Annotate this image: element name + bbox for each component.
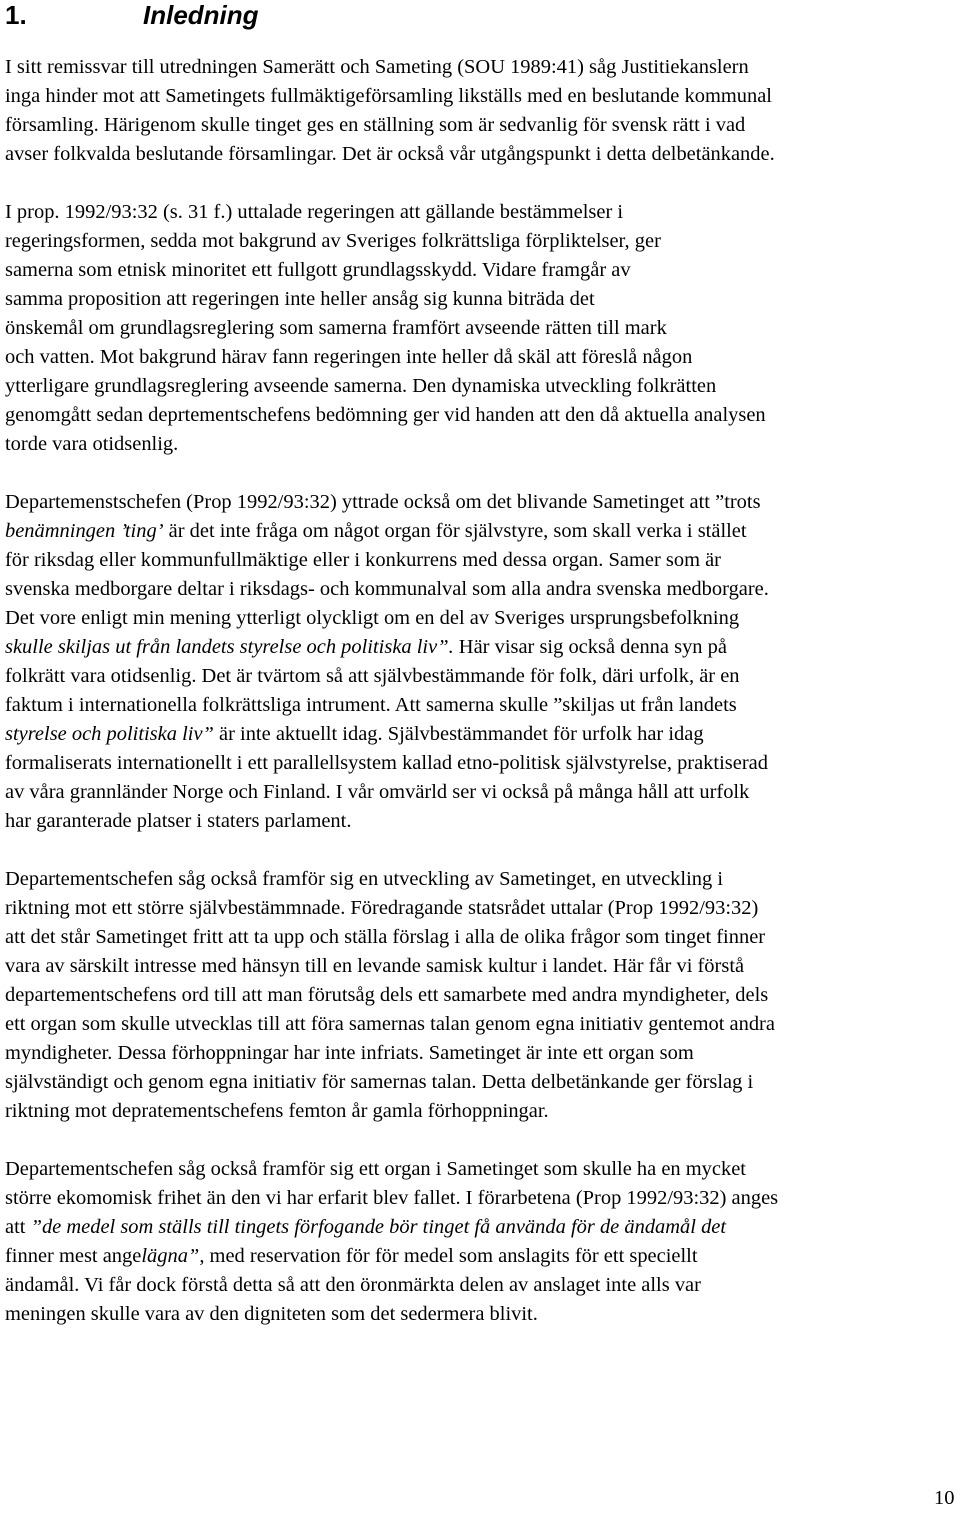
text-segment: riktning mot ett större självbestämmnade. Föredragande statsrådet uttalar (Prop 1992/93:32)	[5, 897, 759, 919]
text-line	[5, 1039, 955, 1068]
text-line	[5, 981, 955, 1010]
text-segment: myndigheter. Dessa förhoppningar har inte infriats. Sametinget är inte ett organ som	[5, 1042, 694, 1064]
text-line	[5, 633, 955, 662]
italic-text: benämningen ’ting’	[5, 520, 164, 542]
text-line	[5, 372, 955, 401]
text-segment: svenska medborgare deltar i riksdags- och kommunalval som alla andra svenska medborgare.	[5, 578, 769, 600]
text-line	[5, 198, 955, 227]
text-segment: vara av särskilt intresse med hänsyn till en levande samisk kultur i landet. Här får vi förstå	[5, 955, 745, 977]
paragraph-gap	[5, 169, 957, 198]
spacer	[5, 30, 957, 53]
text-segment: meningen skulle vara av den digniteten som det sedermera blivit.	[5, 1303, 538, 1325]
heading-number: 1.	[5, 0, 27, 30]
text-segment: självständigt och genom egna initiativ för samernas talan. Detta delbetänkande ger förslag i	[5, 1071, 754, 1093]
text-segment: I sitt remissvar till utredningen Samerätt och Sameting (SOU 1989:41) såg Justitiekanslern	[5, 56, 749, 78]
paragraph-gap	[5, 459, 957, 488]
heading-title: Inledning	[143, 0, 259, 30]
text-line	[5, 575, 955, 604]
text-line	[5, 314, 955, 343]
italic-text: styrelse och politiska liv”	[5, 723, 214, 745]
text-line	[5, 807, 955, 836]
page-number: 10	[934, 1487, 955, 1509]
body-text	[5, 53, 957, 1329]
italic-text: skulle skiljas ut från landets styrelse och politiska liv”.	[5, 636, 454, 658]
text-line	[5, 894, 955, 923]
text-segment: Här visar sig också denna syn på	[453, 636, 727, 658]
text-segment: ytterligare grundlagsreglering avseende samerna. Den dynamiska utveckling folkrätten	[5, 375, 717, 397]
text-line	[5, 82, 955, 111]
text-line	[5, 749, 955, 778]
italic-text: ”de medel som ställs till tingets förfogande bör tinget få använda för de ändamål det	[30, 1216, 727, 1238]
text-segment: av våra grannländer Norge och Finland. I vår omvärld ser vi också på många håll att urfolk	[5, 781, 750, 803]
text-line	[5, 691, 955, 720]
paragraph	[5, 865, 957, 1126]
text-line	[5, 1300, 955, 1329]
paragraph-gap	[5, 1126, 957, 1155]
text-segment: Det vore enligt min mening ytterligt olyckligt om en del av Sveriges ursprungsbefolkning	[5, 607, 740, 629]
text-segment: formaliserats internationellt i ett parallellsystem kallad etno-politisk självstyrelse, praktiserad	[5, 752, 768, 774]
text-line	[5, 140, 955, 169]
text-segment: ett organ som skulle utvecklas till att föra samernas talan genom egna initiativ gentemot andra	[5, 1013, 775, 1035]
text-segment: I prop. 1992/93:32 (s. 31 f.) uttalade regeringen att gällande bestämmelser i	[5, 201, 624, 223]
text-segment: önskemål om grundlagsreglering som samerna framfört avseende rätten till mark	[5, 317, 667, 339]
text-line	[5, 1242, 955, 1271]
text-line	[5, 1068, 955, 1097]
paragraph	[5, 53, 957, 169]
text-segment: att det står Sametinget fritt att ta upp och ställa förslag i alla de olika frågor som tinget finner	[5, 926, 766, 948]
text-segment: departementschefens ord till att man förutsåg dels ett samarbete med andra myndigheter, dels	[5, 984, 769, 1006]
text-line	[5, 865, 955, 894]
text-line	[5, 256, 955, 285]
text-segment: riktning mot depratementschefens femton år gamla förhoppningar.	[5, 1100, 549, 1122]
text-segment: folkrätt vara otidsenlig. Det är tvärtom så att självbestämmande för folk, däri urfolk, är en	[5, 665, 740, 687]
italic-text: lägna”	[141, 1245, 200, 1267]
text-line	[5, 285, 955, 314]
text-line	[5, 1097, 955, 1126]
text-segment: genomgått sedan deprtementschefens bedömning ger vid handen att den då aktuella analysen	[5, 404, 766, 426]
text-segment: faktum i internationella folkrättsliga intrument. Att samerna skulle ”skiljas ut från landets	[5, 694, 737, 716]
text-segment: inga hinder mot att Sametingets fullmäktigeförsamling likställs med en beslutande kommunal	[5, 85, 772, 107]
section-heading	[5, 0, 957, 30]
text-segment: avser folkvalda beslutande församlingar. Det är också vår utgångspunkt i detta delbetänkande.	[5, 143, 775, 165]
text-line	[5, 227, 955, 256]
text-segment: är det inte fråga om något organ för självstyre, som skall verka i stället	[163, 520, 747, 542]
text-segment: samerna som etnisk minoritet ett fullgott grundlagsskydd. Vidare framgår av	[5, 259, 631, 281]
text-segment: större ekomomisk frihet än den vi har erfarit blev fallet. I förarbetena (Prop 1992/93:32) anges	[5, 1187, 779, 1209]
paragraph	[5, 1155, 957, 1329]
document-page	[5, 0, 957, 1329]
text-line	[5, 923, 955, 952]
text-segment: för riksdag eller kommunfullmäktige eller i konkurrens med dessa organ. Samer som är	[5, 549, 721, 571]
text-segment: Departementschefen såg också framför sig en utveckling av Sametinget, en utveckling i	[5, 868, 724, 890]
text-line	[5, 517, 955, 546]
text-line	[5, 1184, 955, 1213]
paragraph-gap	[5, 836, 957, 865]
text-segment: församling. Härigenom skulle tinget ges en ställning som är sedvanlig för svensk rätt i vad	[5, 114, 746, 136]
text-segment: regeringsformen, sedda mot bakgrund av Sveriges folkrättsliga förpliktelser, ger	[5, 230, 661, 252]
text-line	[5, 343, 955, 372]
text-segment: Departemenstschefen (Prop 1992/93:32) yttrade också om det blivande Sametinget att ”trots	[5, 491, 761, 513]
text-line	[5, 488, 955, 517]
text-segment: Departementschefen såg också framför sig ett organ i Sametinget som skulle ha en mycket	[5, 1158, 746, 1180]
text-segment: är inte aktuellt idag. Självbestämmandet för urfolk har idag	[213, 723, 704, 745]
text-segment: finner mest ange	[5, 1245, 142, 1267]
text-segment: har garanterade platser i staters parlament.	[5, 810, 352, 832]
text-line	[5, 1271, 955, 1300]
text-segment: ändamål. Vi får dock förstå detta så att den öronmärkta delen av anslaget inte alls var	[5, 1274, 701, 1296]
text-line	[5, 662, 955, 691]
paragraph	[5, 198, 957, 459]
text-line	[5, 1155, 955, 1184]
text-line	[5, 952, 955, 981]
text-line	[5, 430, 955, 459]
text-line	[5, 546, 955, 575]
paragraph	[5, 488, 957, 836]
text-segment: samma proposition att regeringen inte heller ansåg sig kunna biträda det	[5, 288, 595, 310]
text-segment: torde vara otidsenlig.	[5, 433, 179, 455]
text-line	[5, 401, 955, 430]
text-line	[5, 53, 955, 82]
text-line	[5, 720, 955, 749]
text-line	[5, 604, 955, 633]
text-line	[5, 778, 955, 807]
text-line	[5, 1213, 955, 1242]
text-segment: , med reservation för för medel som anslagits för ett speciellt	[199, 1245, 698, 1267]
text-line	[5, 111, 955, 140]
text-line	[5, 1010, 955, 1039]
text-segment: att	[5, 1216, 31, 1238]
text-segment: och vatten. Mot bakgrund härav fann regeringen inte heller då skäl att föreslå någon	[5, 346, 693, 368]
